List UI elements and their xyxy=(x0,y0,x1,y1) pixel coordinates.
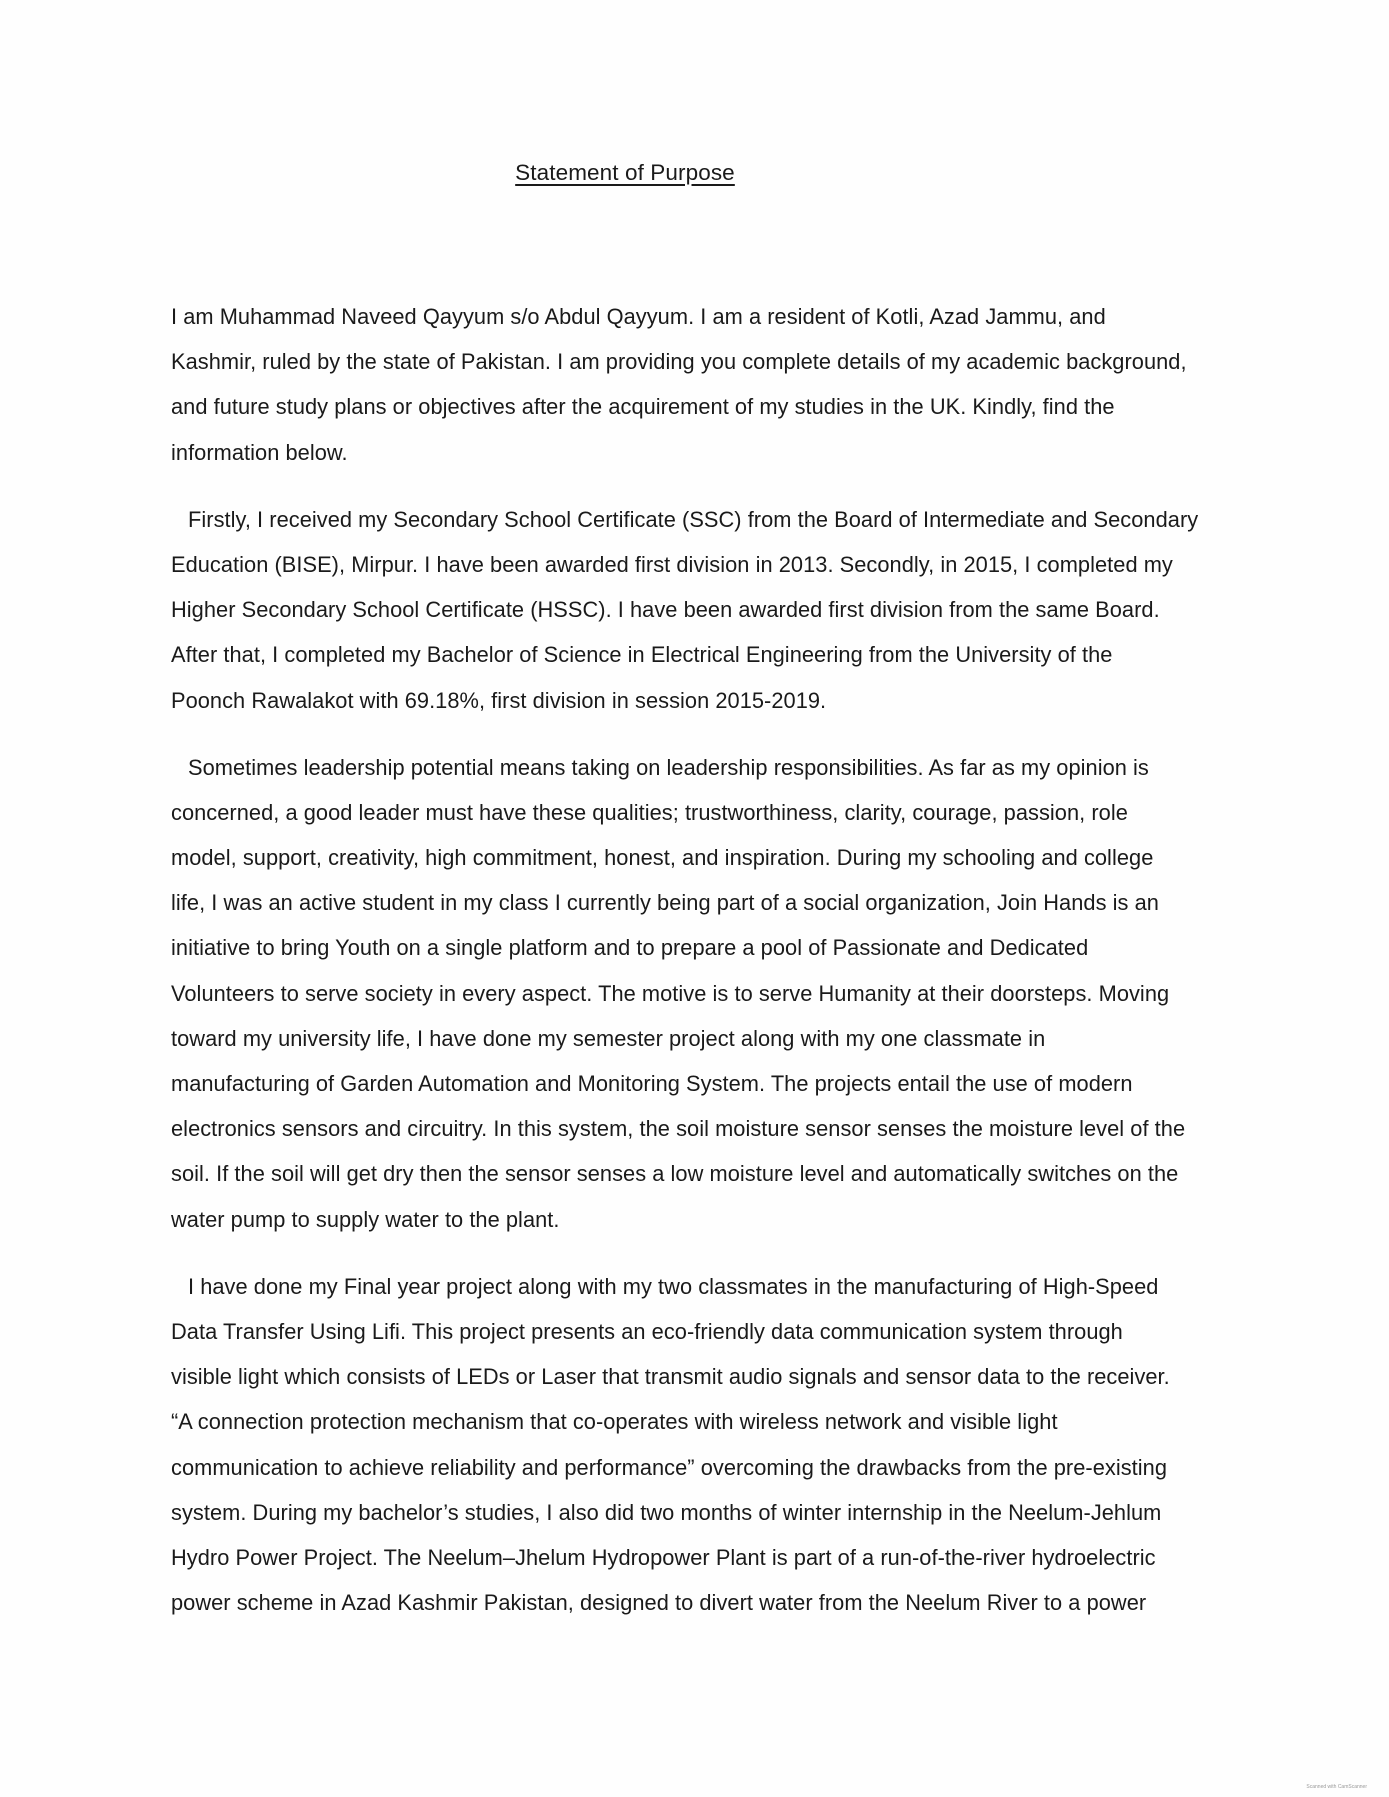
text-line: Data Transfer Using Lifi. This project presents an eco-friendly data communication system through xyxy=(171,1318,1123,1344)
text-line: Hydro Power Project. The Neelum–Jhelum Hydropower Plant is part of a run-of-the-river hydroelectric xyxy=(171,1544,1156,1570)
document-body xyxy=(171,294,1226,1625)
text-line: visible light which consists of LEDs or Laser that transmit audio signals and sensor data to the receiver. xyxy=(171,1364,1170,1390)
text-line: power scheme in Azad Kashmir Pakistan, designed to divert water from the Neelum River to a power xyxy=(171,1590,1147,1616)
text-line: concerned, a good leader must have these qualities; trustworthiness, clarity, courage, passion, role xyxy=(171,799,1128,825)
text-line: life, I was an active student in my class I currently being part of a social organization, Join Hands is an xyxy=(171,890,1159,916)
text-line: Sometimes leadership potential means taking on leadership responsibilities. As far as my opinion is xyxy=(188,754,1149,780)
text-line: Kashmir, ruled by the state of Pakistan. I am providing you complete details of my academic background, xyxy=(171,349,1187,375)
scanner-watermark: Scanned with CamScanner xyxy=(1306,1784,1367,1790)
document-title: Statement of Purpose xyxy=(515,160,735,185)
paragraph-3 xyxy=(171,745,1226,1242)
paragraph-2 xyxy=(171,497,1226,723)
text-line: “A connection protection mechanism that co-operates with wireless network and visible light xyxy=(171,1409,1058,1435)
text-line: water pump to supply water to the plant. xyxy=(171,1206,560,1232)
text-line: and future study plans or objectives after the acquirement of my studies in the UK. Kindly, find the xyxy=(171,394,1115,420)
text-line: I am Muhammad Naveed Qayyum s/o Abdul Qayyum. I am a resident of Kotli, Azad Jammu, and xyxy=(171,304,1106,329)
text-line: manufacturing of Garden Automation and Monitoring System. The projects entail the use of modern xyxy=(171,1071,1133,1096)
text-line: I have done my Final year project along with my two classmates in the manufacturing of High-Speed xyxy=(188,1273,1159,1299)
text-line: communication to achieve reliability and performance” overcoming the drawbacks from the pre-existing xyxy=(171,1454,1168,1480)
text-line: Education (BISE), Mirpur. I have been awarded first division in 2013. Secondly, in 2015, I completed my xyxy=(171,551,1173,577)
text-line: model, support, creativity, high commitment, honest, and inspiration. During my schooling and college xyxy=(171,845,1154,871)
text-line: Firstly, I received my Secondary School Certificate (SSC) from the Board of Intermediate and Secondary xyxy=(188,506,1199,532)
text-line: After that, I completed my Bachelor of Science in Electrical Engineering from the University of the xyxy=(171,642,1113,668)
text-line: Poonch Rawalakot with 69.18%, first division in session 2015-2019. xyxy=(171,687,827,713)
text-line: electronics sensors and circuitry. In this system, the soil moisture sensor senses the moisture level of the xyxy=(171,1116,1186,1142)
text-line: toward my university life, I have done my semester project along with my one classmate in xyxy=(171,1025,1046,1051)
text-line: Volunteers to serve society in every aspect. The motive is to serve Humanity at their doorsteps. Moving xyxy=(171,980,1170,1006)
text-line: system. During my bachelor’s studies, I also did two months of winter internship in the Neelum-Jehlum xyxy=(171,1499,1162,1525)
text-line: initiative to bring Youth on a single platform and to prepare a pool of Passionate and Dedicated xyxy=(171,935,1089,961)
text-line: information below. xyxy=(171,439,348,465)
text-line: Higher Secondary School Certificate (HSSC). I have been awarded first division from the same Board. xyxy=(171,597,1160,623)
text-line: soil. If the soil will get dry then the sensor senses a low moisture level and automatically switches on the xyxy=(171,1161,1179,1187)
paragraph-4 xyxy=(171,1264,1226,1626)
paragraph-1 xyxy=(171,294,1226,475)
